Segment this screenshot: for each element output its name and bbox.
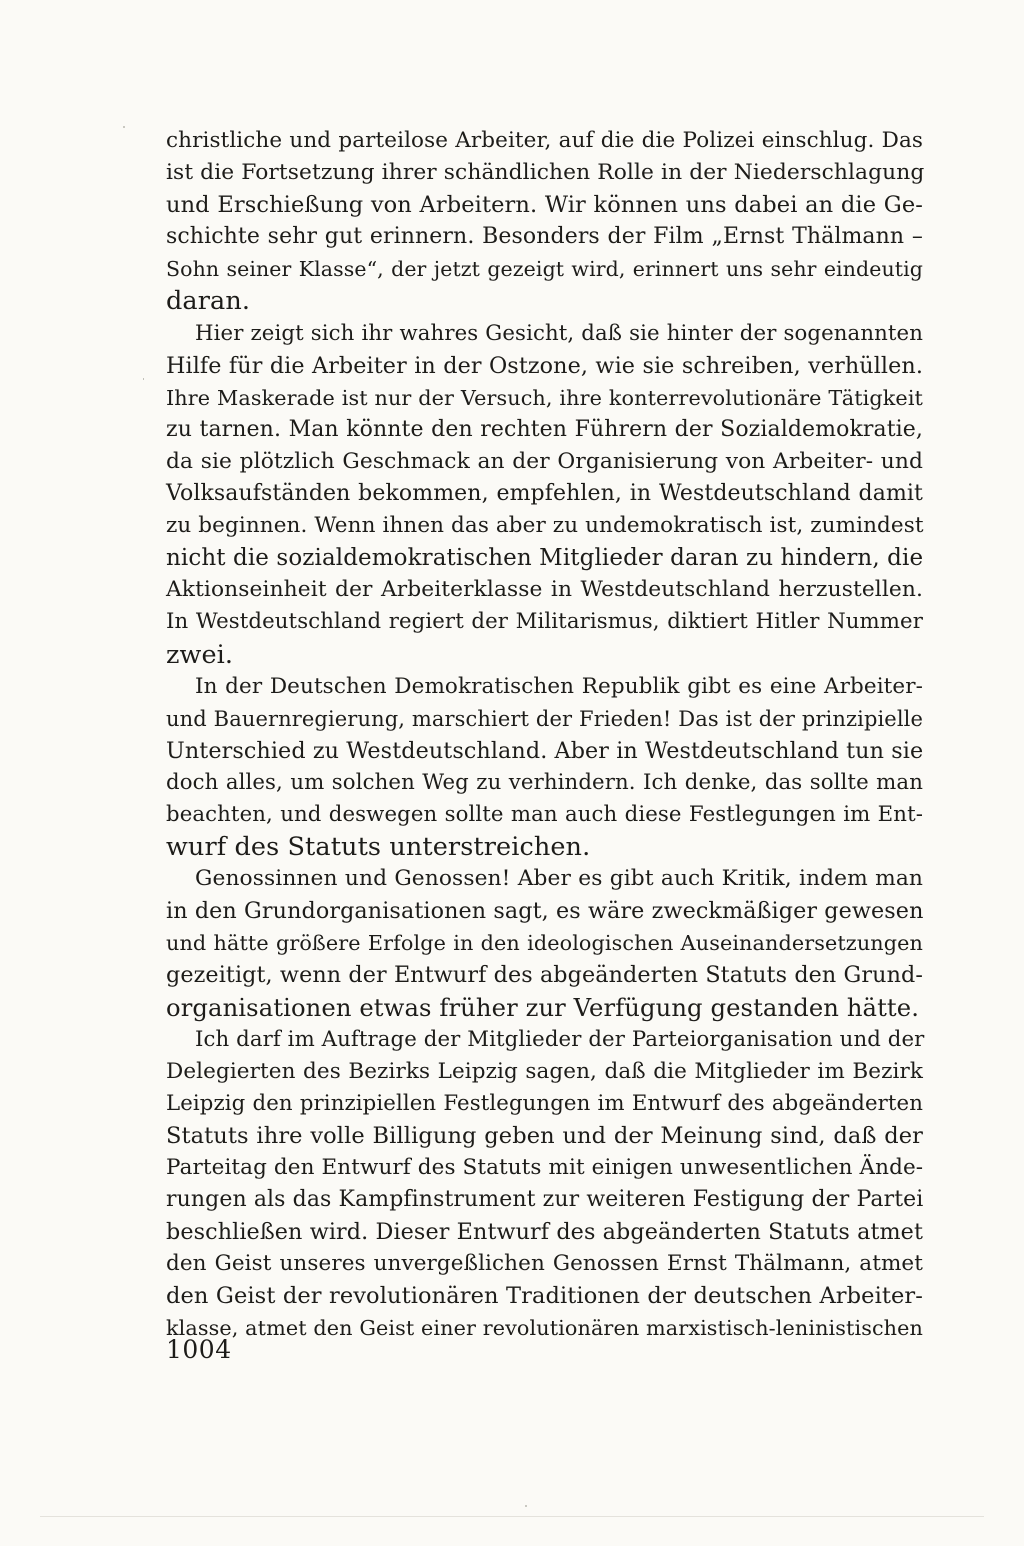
text-line: Leipzig den prinzipiellen Festlegungen im Entwurf des abgeänderten xyxy=(166,1090,923,1116)
text-line: da sie plötzlich Geschmack an der Organisierung von Arbeiter- und xyxy=(166,448,923,474)
text-line: den Geist der revolutionären Traditionen der deutschen Arbeiter- xyxy=(166,1283,923,1310)
text-line: Aktionseinheit der Arbeiterklasse in Westdeutschland herzustellen. xyxy=(166,577,923,603)
text-line: daran. xyxy=(166,286,251,317)
text-line: und hätte größere Erfolge in den ideologischen Auseinandersetzungen xyxy=(166,931,923,956)
text-line: organisationen etwas früher zur Verfügung gestanden hätte. xyxy=(166,992,920,1022)
text-line: beachten, und deswegen sollte man auch diese Festlegungen im Ent- xyxy=(166,801,923,827)
text-line: Ich darf im Auftrage der Mitglieder der Parteiorganisation und der xyxy=(195,1026,925,1052)
text-line: Statuts ihre volle Billigung geben und der Meinung sind, daß der xyxy=(166,1122,923,1149)
text-line: Genossinnen und Genossen! Aber es gibt auch Kritik, indem man xyxy=(195,866,923,892)
print-speck xyxy=(143,378,144,380)
text-line: und Erschießung von Arbeitern. Wir können uns dabei an die Ge- xyxy=(166,192,923,219)
text-line: Delegierten des Bezirks Leipzig sagen, daß die Mitglieder im Bezirk xyxy=(166,1058,923,1084)
text-line: rungen als das Kampfinstrument zur weiteren Festigung der Partei xyxy=(166,1187,924,1213)
text-line: zwei. xyxy=(166,639,234,670)
text-line: und Bauernregierung, marschiert der Frieden! Das ist der prinzipielle xyxy=(166,706,923,731)
print-speck xyxy=(123,126,125,128)
text-line: Sohn seiner Klasse“, der jetzt gezeigt wird, erinnert uns sehr eindeutig xyxy=(166,257,923,282)
text-line: ist die Fortsetzung ihrer schändlichen Rolle in der Niederschlagung xyxy=(166,160,925,186)
page-number: 1004 xyxy=(166,1335,232,1364)
text-line: wurf des Statuts unterstreichen. xyxy=(166,832,591,863)
text-line: Hilfe für die Arbeiter in der Ostzone, wie sie schreiben, verhüllen. xyxy=(166,352,923,379)
text-line: In der Deutschen Demokratischen Republik gibt es eine Arbeiter- xyxy=(195,673,923,699)
print-speck xyxy=(525,1505,527,1507)
scan-edge xyxy=(40,1516,984,1517)
text-line: nicht die sozialdemokratischen Mitglieder daran zu hindern, die xyxy=(166,545,924,572)
text-line: Volksaufständen bekommen, empfehlen, in Westdeutschland damit xyxy=(166,481,923,507)
text-line: zu tarnen. Man könnte den rechten Führern der Sozialdemokratie, xyxy=(166,416,923,442)
text-line: Hier zeigt sich ihr wahres Gesicht, daß sie hinter der sogenannten xyxy=(195,320,923,346)
text-line: Parteitag den Entwurf des Statuts mit einigen unwesentlichen Ände- xyxy=(166,1155,924,1180)
text-line: doch alles, um solchen Weg zu verhindern. Ich denke, das sollte man xyxy=(166,769,923,795)
text-line: in den Grundorganisationen sagt, es wäre zweckmäßiger gewesen xyxy=(166,898,924,925)
text-line: beschließen wird. Dieser Entwurf des abgeänderten Statuts atmet xyxy=(166,1219,923,1246)
text-line: Ihre Maskerade ist nur der Versuch, ihre konterrevolutionäre Tätigkeit xyxy=(166,385,923,410)
text-line: gezeitigt, wenn der Entwurf des abgeänderten Statuts den Grund- xyxy=(166,962,923,989)
text-line: In Westdeutschland regiert der Militarismus, diktiert Hitler Nummer xyxy=(166,609,923,635)
text-line: schichte sehr gut erinnern. Besonders der Film „Ernst Thälmann – xyxy=(166,224,923,250)
text-line: christliche und parteilose Arbeiter, auf die die Polizei einschlug. Das xyxy=(166,128,923,153)
text-line: klasse, atmet den Geist einer revolutionären marxistisch-leninistischen xyxy=(166,1316,923,1341)
body-text xyxy=(166,125,923,1345)
text-line: Unterschied zu Westdeutschland. Aber in Westdeutschland tun sie xyxy=(166,737,924,764)
text-line: zu beginnen. Wenn ihnen das aber zu undemokratisch ist, zumindest xyxy=(166,513,924,539)
text-line: den Geist unseres unvergeßlichen Genossen Ernst Thälmann, atmet xyxy=(166,1251,923,1277)
